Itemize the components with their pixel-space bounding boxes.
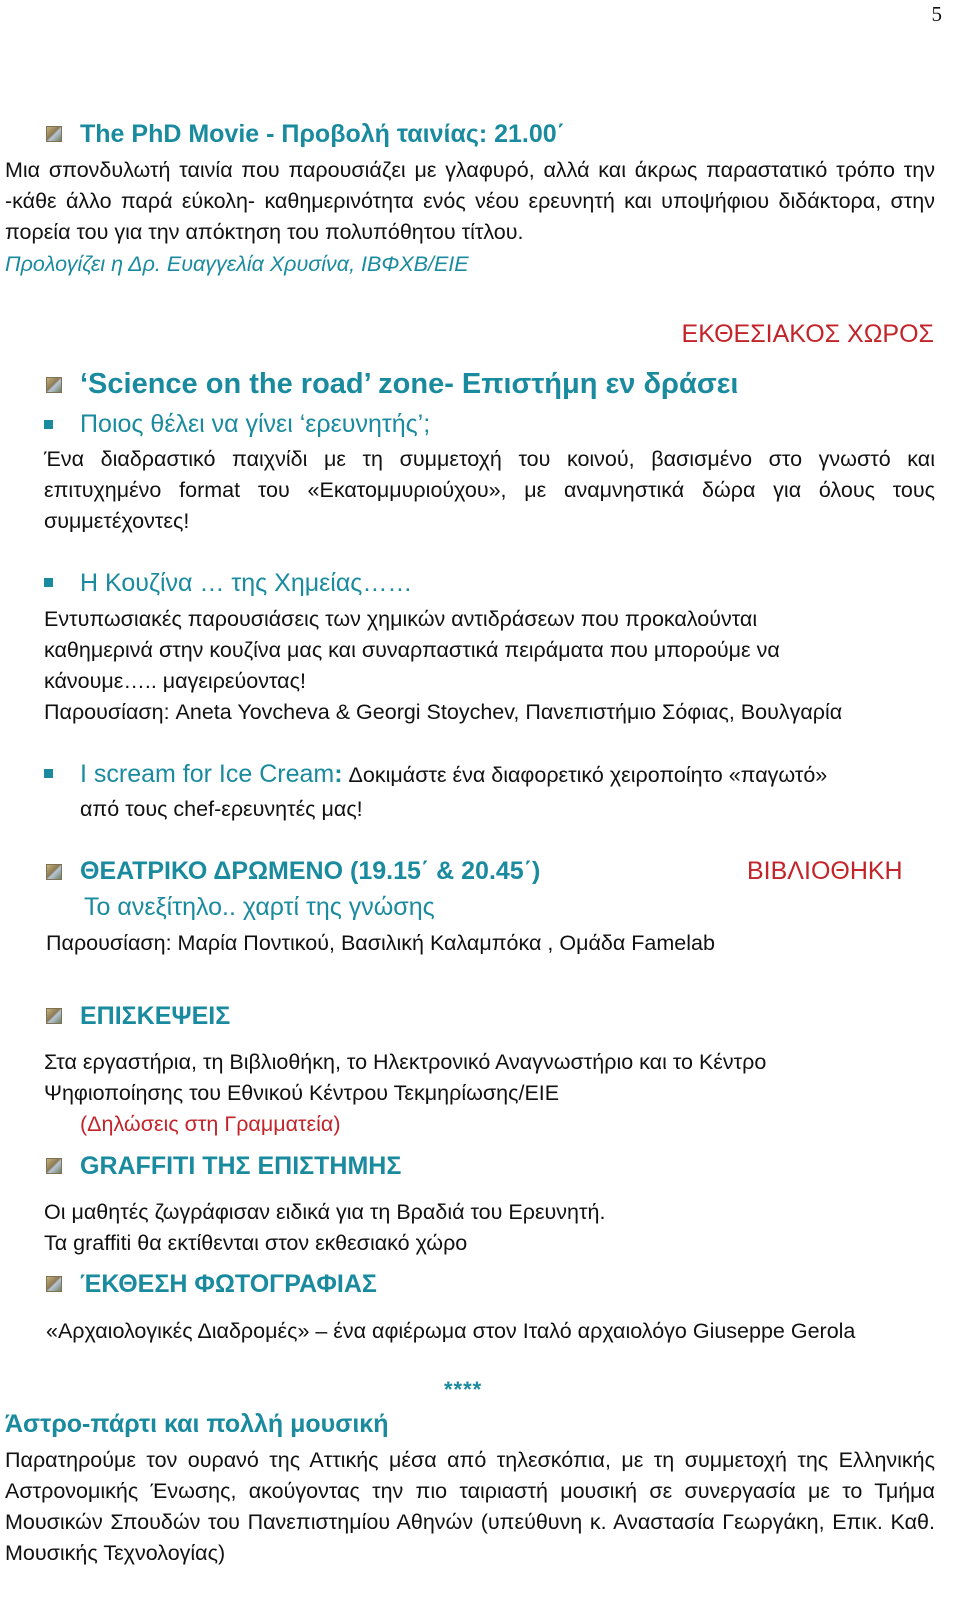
bullet-icon (46, 1158, 62, 1174)
astro-party-title: Άστρο-πάρτι και πολλή μουσική (5, 1410, 389, 1438)
theatre-title: ΘΕΑΤΡΙΚΟ ΔΡΩΜΕΝΟ (19.15΄ & 20.45΄) (80, 857, 541, 885)
graffiti-line: Οι μαθητές ζωγράφισαν ειδικά για τη Βραδιά του Ερευνητή. (44, 1200, 606, 1224)
science-zone-title: ‘Science on the road’ zone- Επιστήμη εν δράσει (80, 368, 739, 400)
bullet-icon (46, 1276, 62, 1292)
visits-line: Στα εργαστήρια, τη Βιβλιοθήκη, το Ηλεκτρονικό Αναγνωστήριο και το Κέντρο (44, 1050, 767, 1074)
ice-cream-text: Δοκιμάστε ένα διαφορετικό χειροποίητο «παγωτό» (342, 763, 828, 787)
kitchen-line: Εντυπωσιακές παρουσιάσεις των χημικών αντιδράσεων που προκαλούνται (44, 607, 758, 631)
graffiti-title: GRAFFITI ΤΗΣ ΕΠΙΣΤΗΜΗΣ (80, 1152, 402, 1180)
photo-exhibition-title: ΈΚΘΕΣΗ ΦΩΤΟΓΡΑΦΙΑΣ (80, 1270, 377, 1298)
theatre-subtitle: Το ανεξίτηλο.. χαρτί της γνώσης (84, 893, 435, 921)
separator-stars: **** (444, 1377, 483, 1402)
visits-note: (Δηλώσεις στη Γραμματεία) (80, 1112, 341, 1136)
exhibition-space-label: ΕΚΘΕΣΙΑΚΟΣ ΧΩΡΟΣ (681, 320, 934, 348)
game-title: Ποιος θέλει να γίνει ‘ερευνητής’; (80, 410, 431, 438)
square-bullet-icon (44, 578, 53, 587)
library-label: ΒΙΒΛΙΟΘΗΚΗ (747, 857, 903, 885)
bullet-icon (46, 377, 62, 393)
visits-title: ΕΠΙΣΚΕΨΕΙΣ (80, 1002, 231, 1030)
kitchen-line: καθημερινά στην κουζίνα μας και συναρπαστικά πειράματα που μπορούμε να (44, 638, 780, 662)
kitchen-line: κάνουμε….. μαγειρεύοντας! (44, 669, 306, 693)
theatre-presentation: Παρουσίαση: Μαρία Ποντικού, Βασιλική Καλαμπόκα , Ομάδα Famelab (46, 931, 715, 955)
ice-cream-colon: : (334, 760, 343, 788)
photo-exhibition-text: «Αρχαιολογικές Διαδρομές» – ένα αφιέρωμα στον Ιταλό αρχαιολόγο Giuseppe Gerola (46, 1319, 856, 1343)
ice-cream-title: I scream for Ice Cream (80, 760, 335, 788)
bullet-icon (46, 864, 62, 880)
ice-cream-text-2: από τους chef-ερευνητές μας! (80, 797, 363, 821)
visits-line: Ψηφιοποίησης του Εθνικού Κέντρου Τεκμηρίωσης/ΕΙΕ (44, 1081, 560, 1105)
square-bullet-icon (44, 420, 53, 429)
phd-movie-title: The PhD Movie - Προβολή ταινίας: 21.00΄ (80, 120, 565, 148)
astro-party-text: Παρατηρούμε τον ουρανό της Αττικής μέσα από τηλεσκόπια, με τη συμμετοχή της Ελληνικής Αστρονομικής Ένωσης, ακούγοντας την πιο ταιριαστή μουσική σε συνεργασία με το Τμήμα Μουσικών Σπουδών του Πανεπιστημίου Αθηνών (υπεύθυνη κ. Αναστασία Γεωργάκη, Επικ. Καθ. Μουσικής Τεχνολογίας) (5, 1448, 935, 1565)
phd-movie-intro: Προλογίζει η Δρ. Ευαγγελία Χρυσίνα, ΙΒΦΧΒ/ΕΙΕ (5, 252, 469, 276)
phd-movie-description: Μια σπονδυλωτή ταινία που παρουσιάζει με γλαφυρό, αλλά και άκρως παραστατικό τρόπο την -κάθε άλλο παρά εύκολη- καθημερινότητα ενός νέου ερευνητή και υποψήφιου διδάκτορα, στην πορεία του για την απόκτηση του πολυπόθητου τίτλου. (5, 158, 935, 244)
graffiti-line: Τα graffiti θα εκτίθενται στον εκθεσιακό χώρο (44, 1231, 468, 1255)
ice-cream-item (80, 760, 827, 791)
page-number: 5 (931, 2, 942, 26)
kitchen-presentation: Παρουσίαση: Aneta Yovcheva & Georgi Stoychev, Πανεπιστήμιο Σόφιας, Βουλγαρία (44, 700, 843, 724)
game-description: Ένα διαδραστικό παιχνίδι με τη συμμετοχή του κοινού, βασισμένο στο γνωστό και επιτυχημένο format του «Εκατομμυριούχου», με αναμνηστικά δώρα για όλους τους συμμετέχοντες! (44, 447, 935, 533)
kitchen-title: Η Κουζίνα … της Χημείας…… (80, 569, 413, 597)
square-bullet-icon (44, 769, 53, 778)
bullet-icon (46, 1008, 62, 1024)
bullet-icon (46, 126, 62, 142)
